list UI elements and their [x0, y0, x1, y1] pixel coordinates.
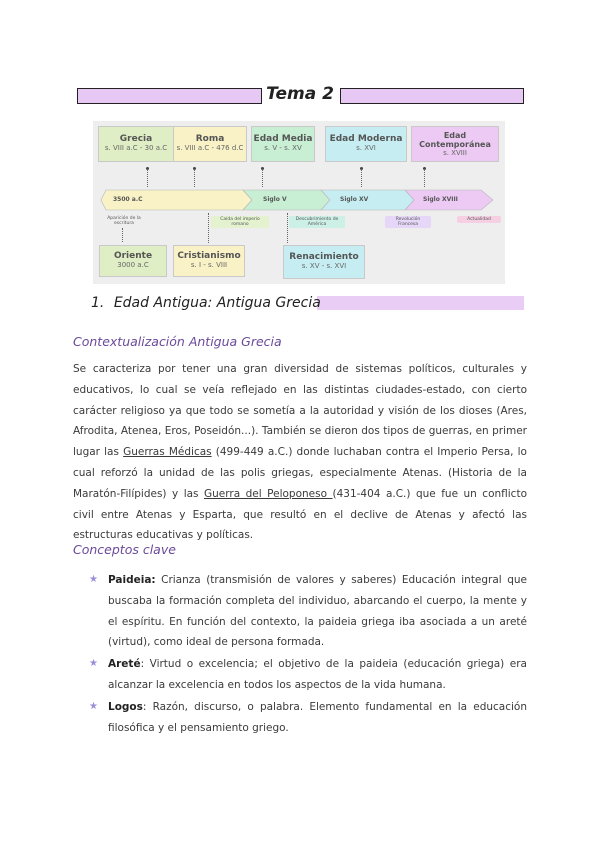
concept-text: : Virtud o excelencia; el objetivo de la paideia (educación griega) era alcanzar la excelencia en todos los aspectos de la vida humana.	[108, 658, 527, 691]
arrow-label: Siglo XVIII	[423, 196, 458, 203]
link-guerras-medicas[interactable]: Guerras Médicas	[123, 446, 212, 459]
period-box	[283, 245, 365, 279]
list-item	[89, 654, 527, 696]
period-range: s. V - s. XV	[264, 144, 302, 152]
section-number: 1.	[91, 295, 105, 311]
concept-text: : Razón, discurso, o palabra. Elemento fundamental en la educación filosófica y el pensamiento griego.	[108, 700, 527, 734]
period-name: Edad Media	[253, 134, 313, 144]
timeline-note: Descubrimiento de América	[289, 216, 345, 228]
arrow-label: 3500 a.C	[113, 196, 143, 203]
period-range: s. XVI	[356, 144, 376, 152]
section-bar	[317, 296, 524, 310]
period-name: Roma	[195, 134, 225, 144]
period-range: s. I - s. VIII	[190, 261, 228, 269]
star-icon: ★	[89, 700, 98, 712]
period-name: Renacimiento	[289, 252, 359, 262]
timeline-note: Revolución Francesa	[385, 216, 431, 228]
context-heading: Contextualización Antigua Grecia	[73, 334, 282, 349]
connector-line	[208, 213, 209, 243]
context-paragraph	[73, 359, 527, 546]
context-text: (499-449 a.C.) donde luchaban contra el Imperio Persa, lo cual reforzó la unidad de las polis griegas, especialmente Atenas. (Historia de la Maratón-Filípides) y las	[73, 446, 527, 500]
period-box	[99, 245, 167, 277]
star-icon: ★	[89, 574, 98, 585]
timeline-note: Aparición de la escritura	[107, 216, 141, 226]
concept-term: Paideia:	[108, 574, 156, 586]
list-item	[89, 570, 527, 653]
period-range: s. VIII a.C - 30 a.C	[104, 144, 168, 152]
star-icon: ★	[89, 658, 98, 670]
concepts-list	[89, 570, 527, 739]
concept-term: Areté	[108, 658, 141, 671]
period-name: Cristianismo	[177, 251, 241, 261]
list-item	[89, 697, 527, 739]
period-name: Edad Moderna	[329, 134, 403, 144]
period-box	[173, 245, 245, 277]
concept-term: Logos	[108, 700, 143, 713]
period-range: s. XV - s. XVI	[301, 262, 347, 270]
timeline-note: Caída del imperio romano	[211, 216, 269, 228]
concept-text: Crianza (transmisión de valores y saberes) Educación integral que buscaba la formación completa del individuo, abarcando el cuerpo, la mente y el espíritu. En función del contexto, la paideia griega iba asociada a un areté (virtud), como ideal de persona formada.	[108, 574, 527, 649]
arrow-label: Siglo XV	[340, 196, 369, 203]
section-title	[91, 295, 321, 311]
connector-line	[122, 228, 123, 242]
period-range: s. XVIII	[443, 149, 467, 157]
period-range: 3000 a.C	[117, 261, 149, 269]
period-name: Grecia	[119, 134, 153, 144]
section-label: Edad Antigua: Antigua Grecia	[113, 295, 321, 311]
concepts-heading: Conceptos clave	[73, 542, 176, 557]
timeline-note: Actualidad	[457, 216, 501, 223]
arrow-label: Siglo V	[263, 196, 287, 203]
link-guerra-peloponeso[interactable]: Guerra del Peloponeso	[204, 487, 333, 500]
page-title: Tema 2	[266, 84, 334, 104]
context-text: (431-404 a.C.) que fue un conflicto civil entre Atenas y Esparta, que resultó en el declive de Atenas y afectó las estructuras educativas y políticas.	[73, 487, 527, 542]
period-name: Oriente	[113, 251, 153, 261]
connector-line	[287, 213, 288, 243]
period-range: s. VIII a.C - 476 d.C	[176, 144, 244, 152]
period-name: Edad Contemporánea	[419, 131, 491, 149]
context-text: Se caracteriza por tener una gran diversidad de sistemas políticos, culturales y educativos, lo cual se veía reflejado en las distintas ciudades-estado, con cierto carácter religioso ya que todo se sometía a la autoridad y visión de los dioses (Ares, Afrodita, Atenea, Eros, Poseidón...). También se dieron dos tipos de guerras, en primer lugar las	[73, 363, 527, 459]
timeline-figure	[93, 121, 505, 284]
